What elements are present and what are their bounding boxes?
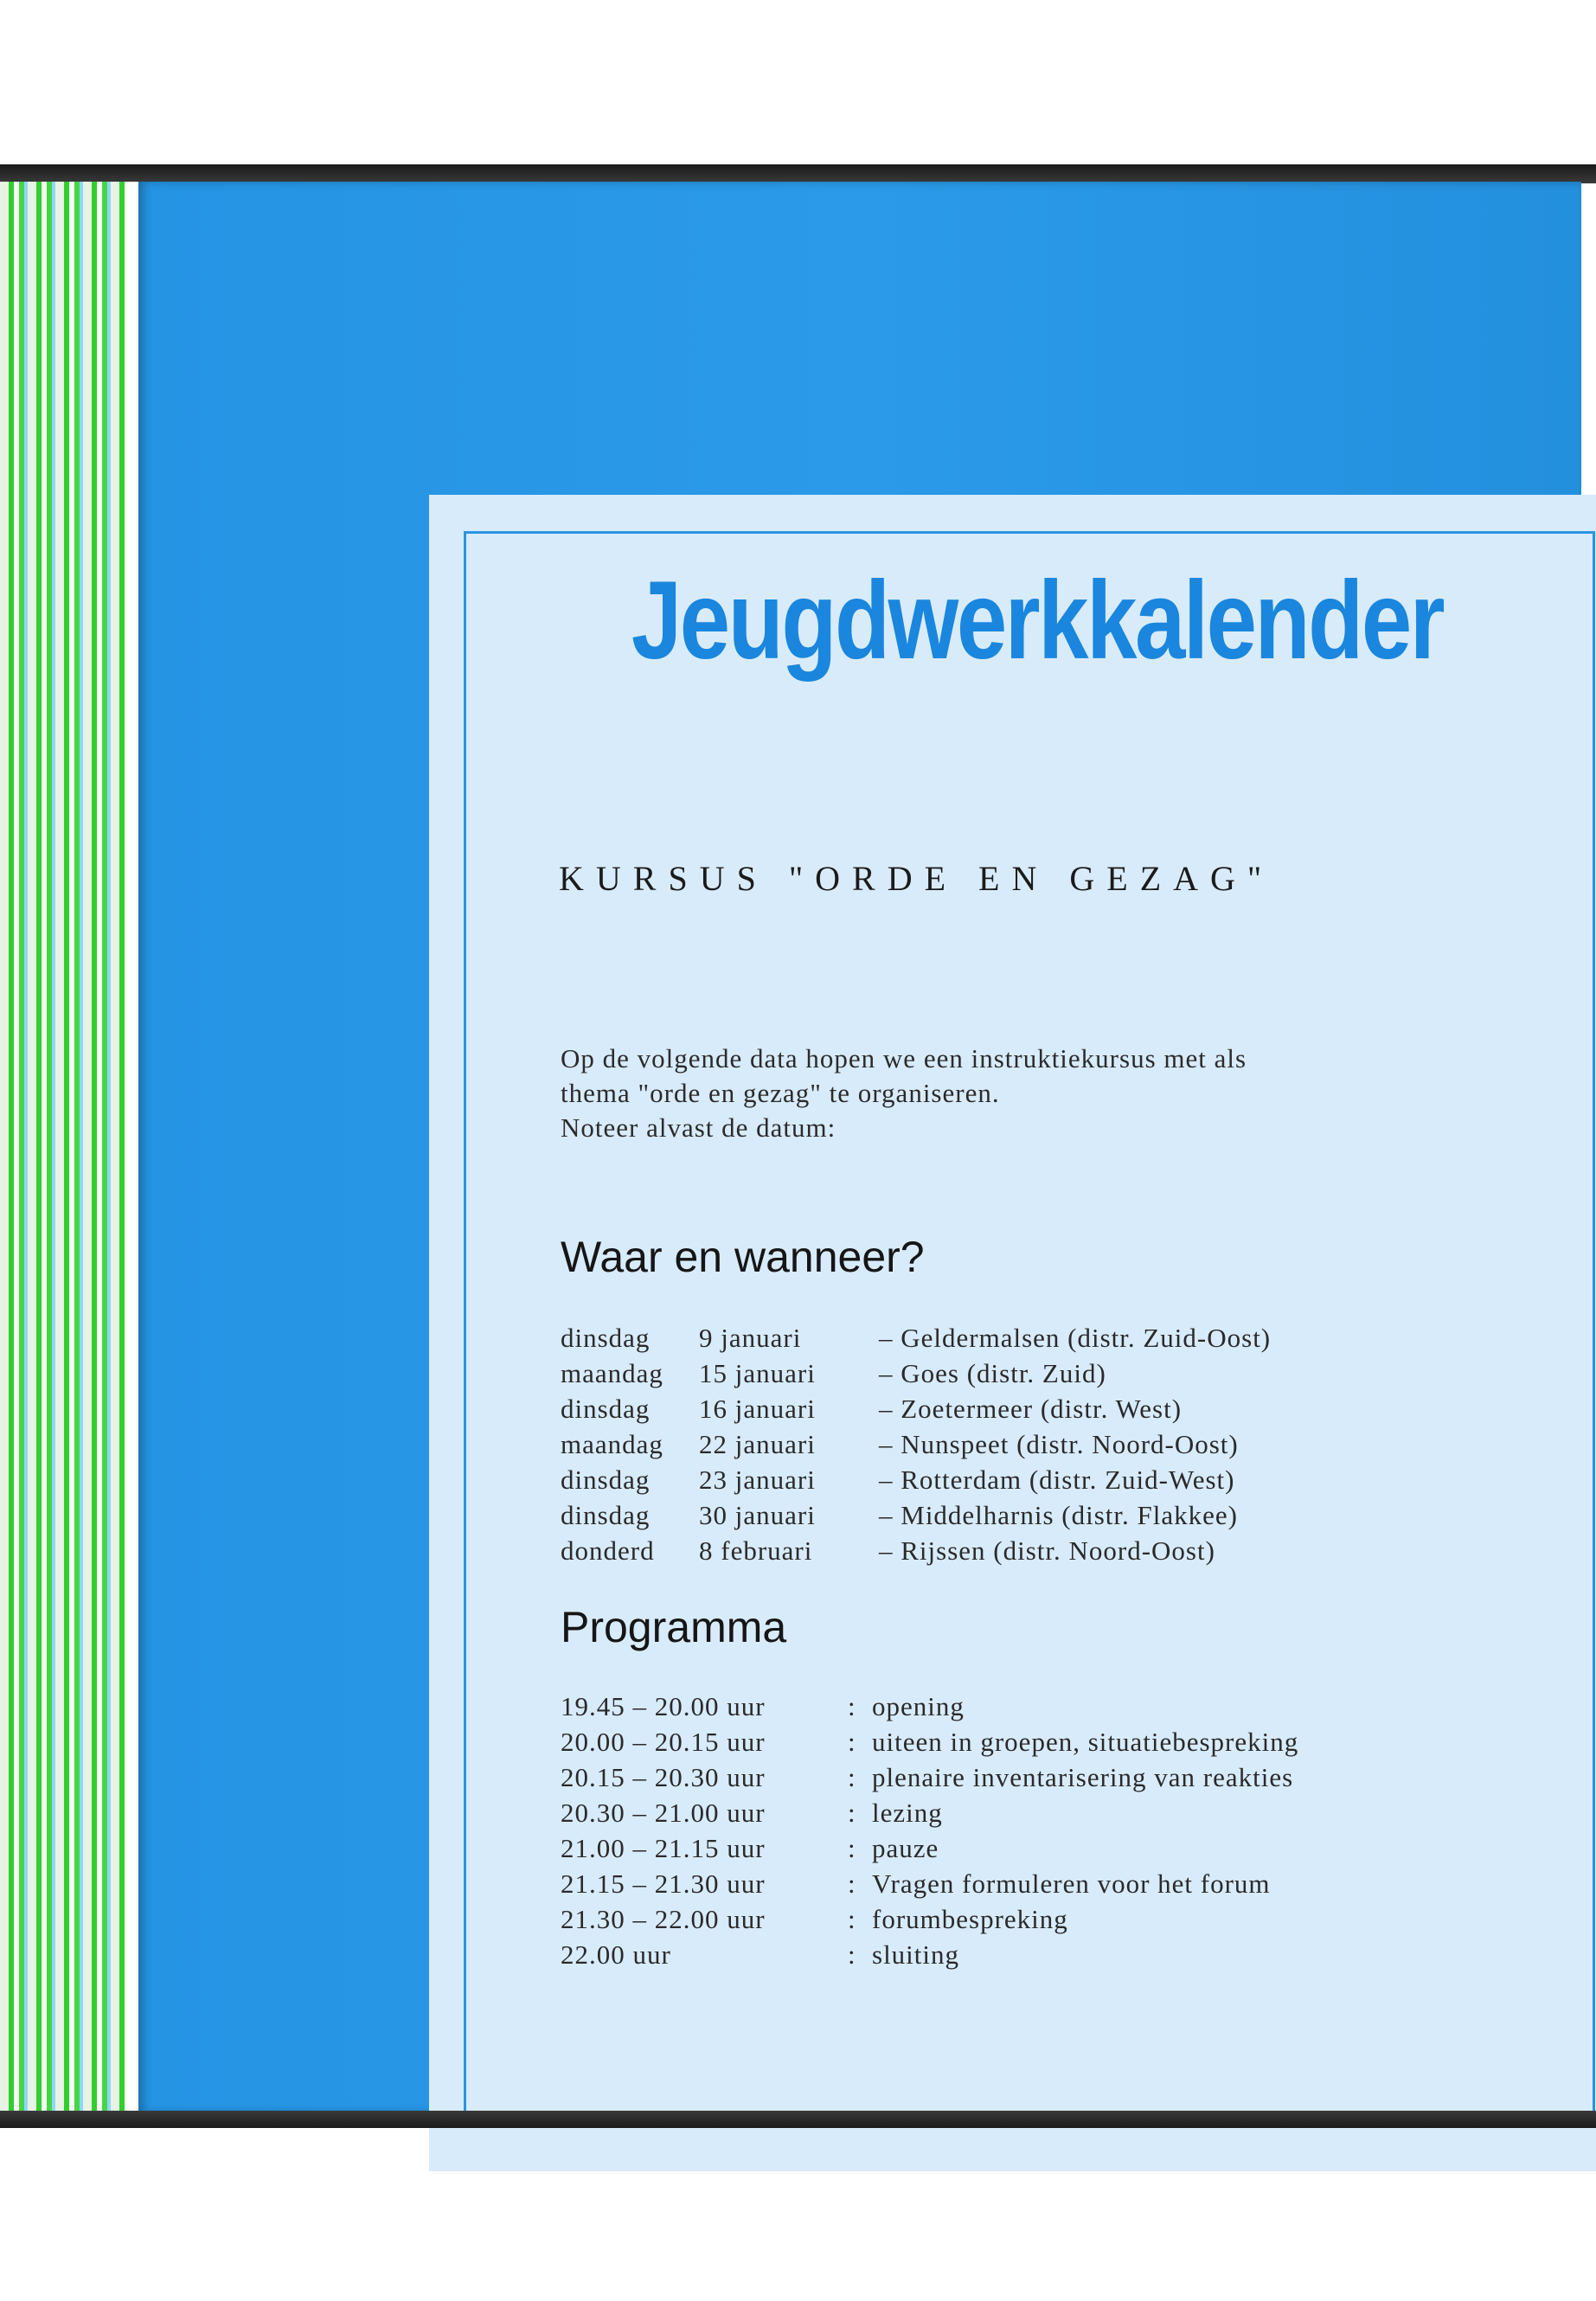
program-row — [561, 1795, 1298, 1830]
program-time: 21.15 – 21.30 uur — [561, 1868, 766, 1899]
program-item: forumbespreking — [872, 1904, 1068, 1934]
binder-top-edge — [0, 164, 1596, 183]
program-row — [561, 1724, 1298, 1759]
date-date: 8 februari — [699, 1535, 813, 1566]
program-item: Vragen formuleren voor het forum — [872, 1868, 1271, 1899]
program-time: 20.00 – 20.15 uur — [561, 1727, 766, 1757]
program-separator: : — [848, 1868, 856, 1899]
program-separator: : — [848, 1833, 856, 1863]
date-date: 30 januari — [699, 1500, 816, 1530]
page-stack — [0, 182, 138, 2112]
program-item: lezing — [872, 1798, 943, 1828]
date-date: 22 januari — [699, 1429, 816, 1459]
intro-line: thema "orde en gezag" te organiseren. — [561, 1078, 1000, 1108]
intro-text — [561, 1042, 1477, 1145]
program-list — [561, 1689, 1298, 1972]
program-separator: : — [848, 1762, 856, 1792]
program-time: 22.00 uur — [561, 1939, 671, 1970]
program-row — [561, 1937, 1298, 1972]
program-row — [561, 1901, 1298, 1937]
date-place: – Rotterdam (distr. Zuid-West) — [879, 1465, 1235, 1495]
date-place: – Goes (distr. Zuid) — [879, 1358, 1106, 1388]
date-place: – Nunspeet (distr. Noord-Oost) — [879, 1429, 1239, 1459]
program-item: uiteen in groepen, situatiebespreking — [872, 1727, 1299, 1757]
heading-programma: Programma — [561, 1603, 787, 1651]
program-row — [561, 1866, 1298, 1901]
heading-waar-en-wanneer: Waar en wanneer? — [561, 1233, 925, 1281]
date-day: dinsdag — [561, 1323, 651, 1353]
program-item: pauze — [872, 1833, 939, 1863]
program-separator: : — [848, 1691, 856, 1721]
date-day: donderd — [561, 1535, 655, 1566]
content-panel — [429, 495, 1596, 2171]
program-row — [561, 1830, 1298, 1866]
program-time: 20.30 – 21.00 uur — [561, 1798, 766, 1828]
date-day: maandag — [561, 1358, 663, 1388]
intro-line: Noteer alvast de datum: — [561, 1112, 836, 1143]
date-day: maandag — [561, 1429, 663, 1459]
cover-page — [138, 182, 1581, 2112]
date-date: 16 januari — [699, 1394, 816, 1424]
date-day: dinsdag — [561, 1394, 651, 1424]
program-separator: : — [848, 1727, 856, 1757]
date-row — [561, 1426, 1271, 1462]
program-item: sluiting — [872, 1939, 960, 1970]
program-separator: : — [848, 1939, 856, 1970]
intro-line: Op de volgende data hopen we een instruktiekursus met als — [561, 1043, 1247, 1074]
program-separator: : — [848, 1798, 856, 1828]
date-date: 15 januari — [699, 1358, 816, 1388]
program-time: 21.30 – 22.00 uur — [561, 1904, 766, 1934]
date-place: – Middelharnis (distr. Flakkee) — [879, 1500, 1238, 1530]
program-row — [561, 1689, 1298, 1724]
date-row — [561, 1533, 1271, 1568]
date-date: 9 januari — [699, 1323, 802, 1353]
date-date: 23 januari — [699, 1465, 816, 1495]
date-place: – Rijssen (distr. Noord-Oost) — [879, 1535, 1215, 1566]
program-time: 20.15 – 20.30 uur — [561, 1762, 766, 1792]
course-subtitle: KURSUS "ORDE EN GEZAG" — [559, 859, 1274, 898]
date-row — [561, 1391, 1271, 1426]
program-row — [561, 1759, 1298, 1795]
program-item: plenaire inventarisering van reakties — [872, 1762, 1294, 1792]
program-separator: : — [848, 1904, 856, 1934]
program-time: 19.45 – 20.00 uur — [561, 1691, 766, 1721]
date-row — [561, 1462, 1271, 1497]
program-item: opening — [872, 1691, 965, 1721]
date-day: dinsdag — [561, 1465, 651, 1495]
binder-bottom-edge — [0, 2111, 1596, 2128]
page-title: Jeugdwerkkalender — [631, 559, 1444, 683]
date-row — [561, 1356, 1271, 1391]
program-time: 21.00 – 21.15 uur — [561, 1833, 766, 1863]
date-row — [561, 1497, 1271, 1533]
date-row — [561, 1320, 1271, 1356]
date-list — [561, 1320, 1271, 1568]
date-place: – Geldermalsen (distr. Zuid-Oost) — [879, 1323, 1272, 1353]
date-place: – Zoetermeer (distr. West) — [879, 1394, 1183, 1424]
date-day: dinsdag — [561, 1500, 651, 1530]
